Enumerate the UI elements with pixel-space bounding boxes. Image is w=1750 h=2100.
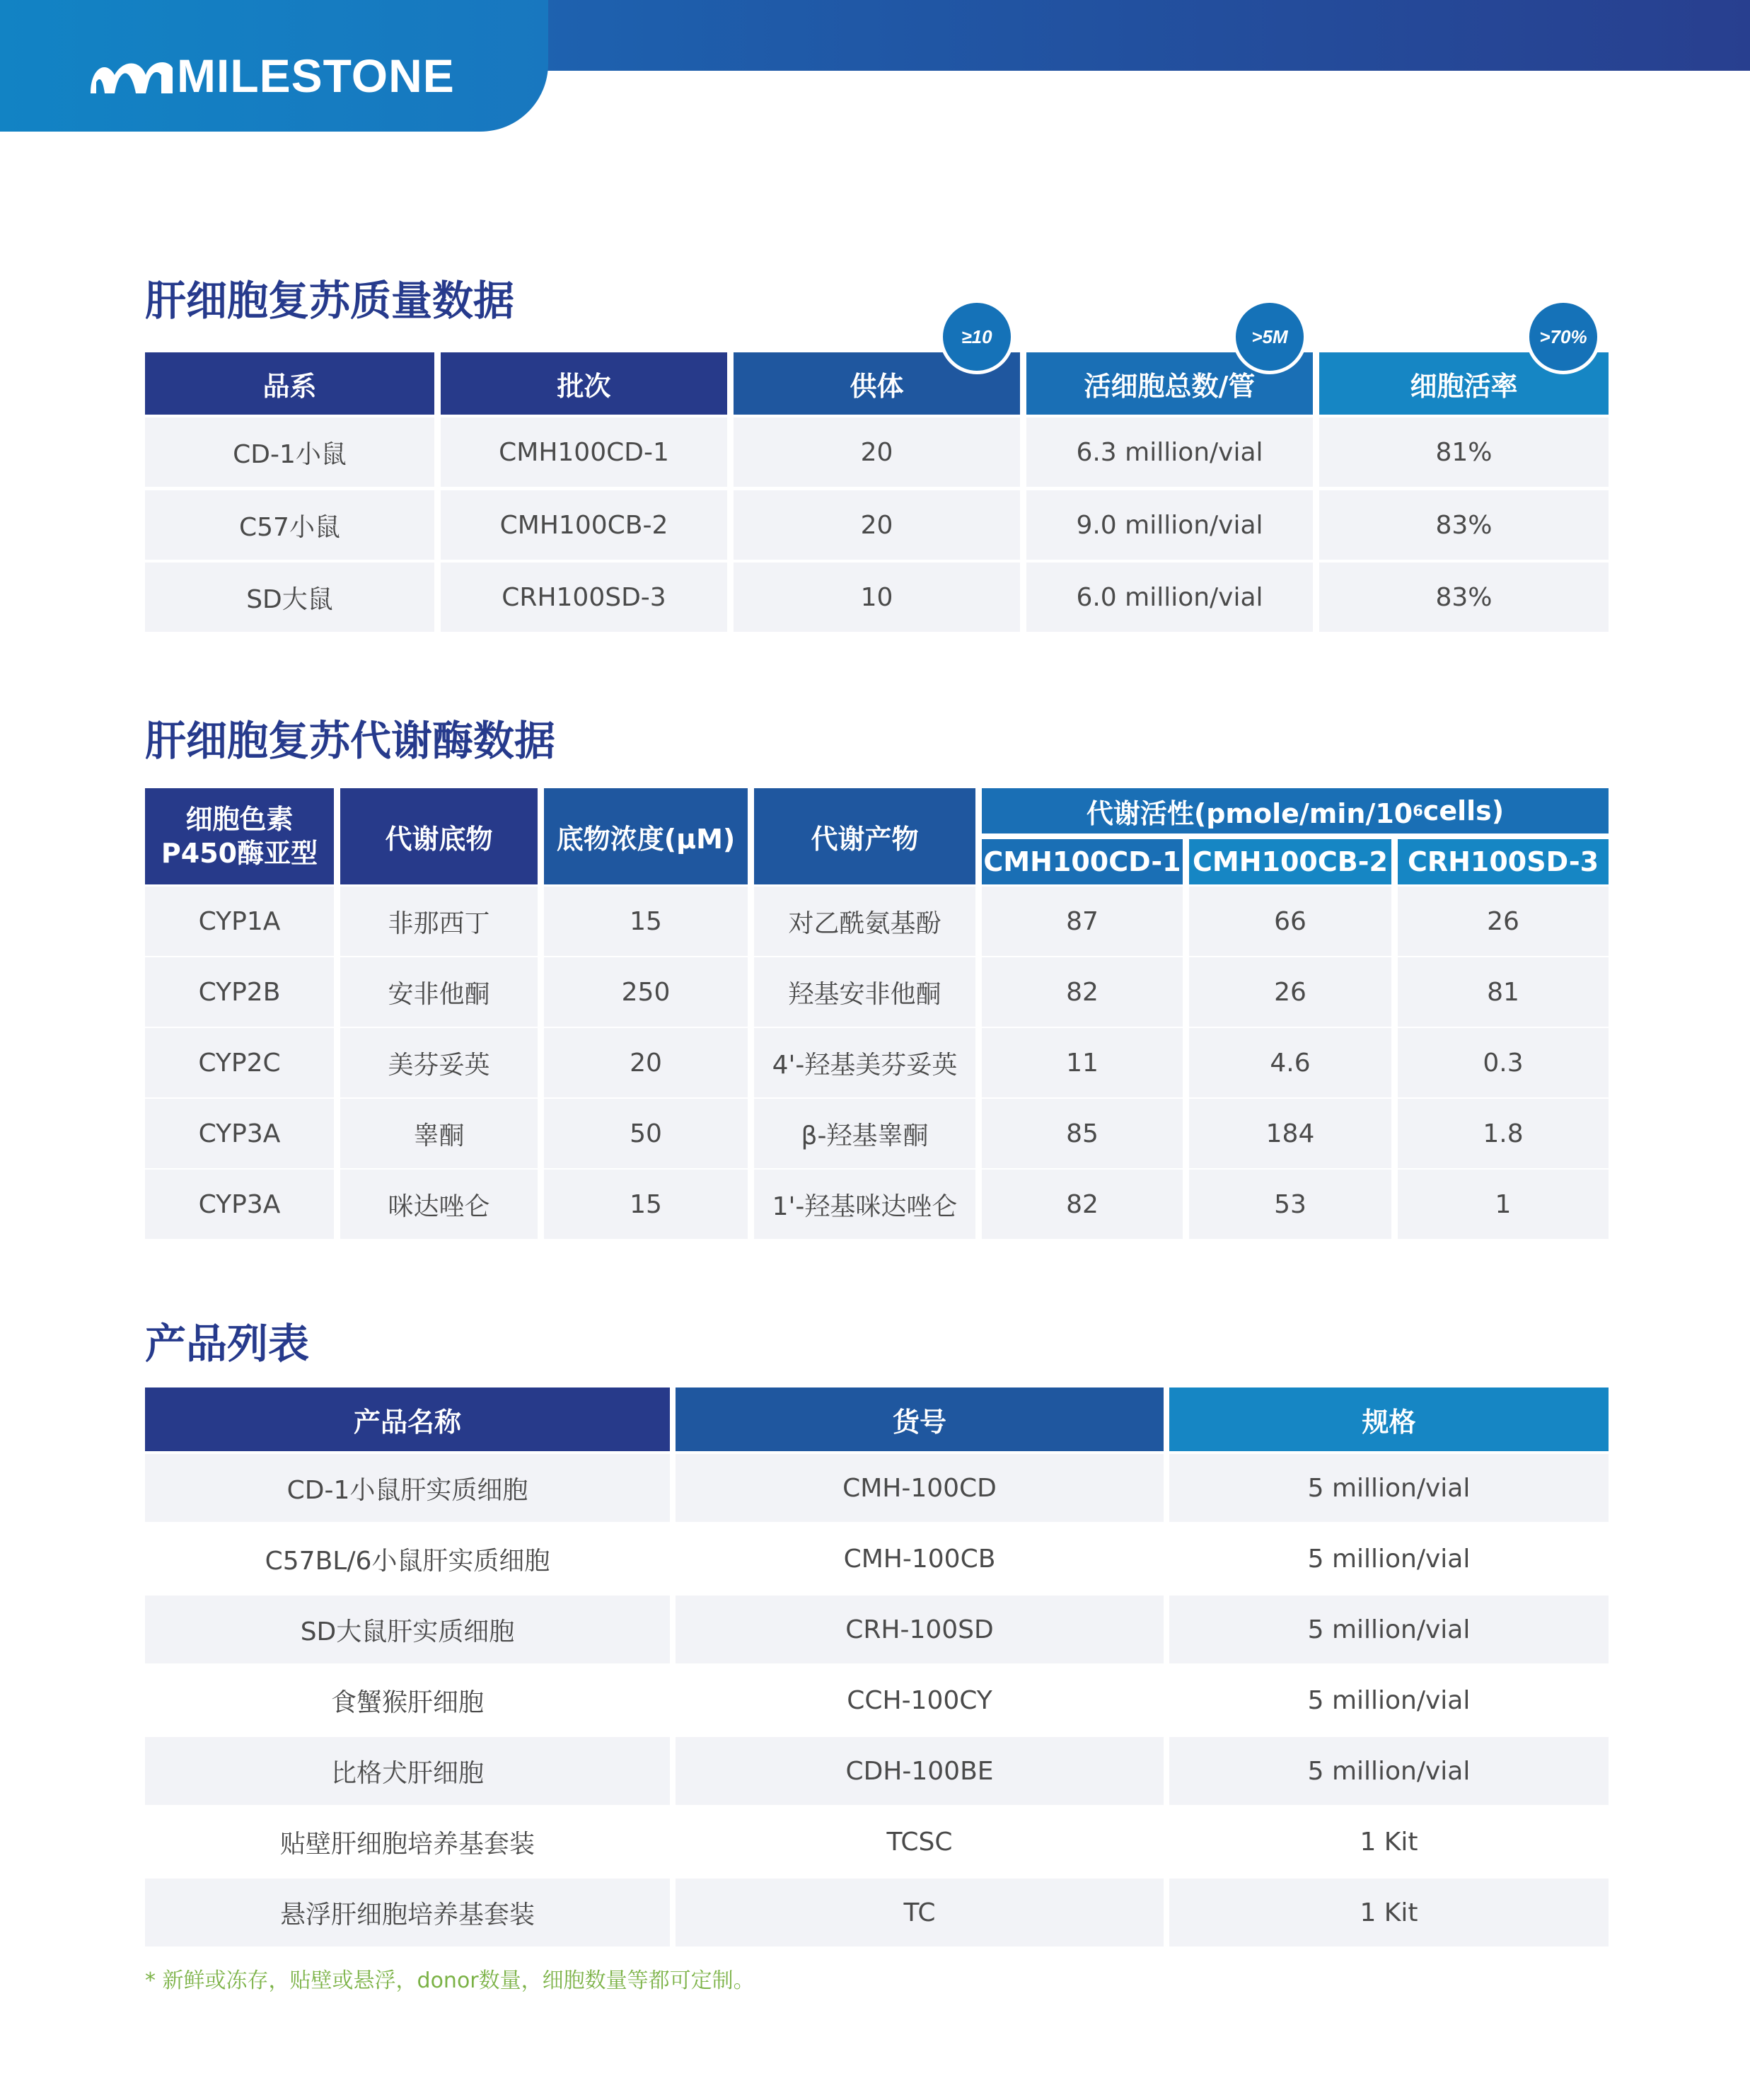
quality-header-0: 品系	[145, 352, 434, 415]
product-cell: 5 million/vial	[1169, 1596, 1609, 1663]
product-cell: 1 Kit	[1169, 1879, 1609, 1946]
quality-cell: CRH100SD-3	[441, 562, 727, 632]
product-cell: CDH-100BE	[676, 1737, 1164, 1805]
quality-cell: SD大鼠	[145, 562, 434, 632]
header-activity-suffix: cells)	[1422, 795, 1505, 826]
product-header-0: 产品名称	[145, 1388, 670, 1451]
brand-logo	[86, 50, 455, 102]
product-cell: CRH-100SD	[676, 1596, 1164, 1663]
product-cell: 悬浮肝细胞培养基套装	[145, 1879, 670, 1946]
enzyme-cell: 美芬妥英	[340, 1028, 538, 1097]
enzyme-cell: 15	[544, 887, 748, 956]
quality-header-4: 细胞活率	[1319, 352, 1609, 415]
threshold-badge-2: >70%	[1526, 299, 1601, 374]
milestone-logo-icon	[86, 54, 177, 98]
quality-cell: 6.3 million/vial	[1026, 417, 1313, 487]
enzyme-cell: 4'-羟基美芬妥英	[754, 1028, 975, 1097]
header-activity: 代谢活性(pmole/min/10 6 cells)	[982, 788, 1609, 833]
quality-cell: 83%	[1319, 490, 1609, 560]
enzyme-cell: 1.8	[1398, 1099, 1609, 1168]
header-enzyme-line2: P450酶亚型	[161, 838, 318, 869]
section-title-quality: 肝细胞复苏质量数据	[145, 277, 515, 325]
enzyme-cell: 咪达唑仑	[340, 1170, 538, 1239]
quality-cell: CMH100CB-2	[441, 490, 727, 560]
product-cell: CD-1小鼠肝实质细胞	[145, 1454, 670, 1522]
enzyme-cell: 20	[544, 1028, 748, 1097]
enzyme-cell: 50	[544, 1099, 748, 1168]
header-concentration: 底物浓度(μM)	[544, 788, 748, 884]
product-header-2: 规格	[1169, 1388, 1609, 1451]
logo-tab	[0, 0, 548, 132]
enzyme-cell: 0.3	[1398, 1028, 1609, 1097]
product-cell: C57BL/6小鼠肝实质细胞	[145, 1525, 670, 1593]
quality-cell: 83%	[1319, 562, 1609, 632]
threshold-badge-1: >5M	[1232, 299, 1307, 374]
product-cell: 贴壁肝细胞培养基套装	[145, 1808, 670, 1876]
quality-cell: 10	[734, 562, 1020, 632]
footnote: * 新鲜或冻存，贴壁或悬浮，donor数量，细胞数量等都可定制。	[145, 1968, 755, 1993]
header-product: 代谢产物	[754, 788, 975, 884]
enzyme-cell: 53	[1189, 1170, 1391, 1239]
enzyme-cell: 4.6	[1189, 1028, 1391, 1097]
quality-header-2: 供体	[734, 352, 1020, 415]
header-enzyme-line1: 细胞色素	[185, 804, 294, 835]
enzyme-cell: 对乙酰氨基酚	[754, 887, 975, 956]
enzyme-cell: 85	[982, 1099, 1183, 1168]
product-cell: CMH-100CD	[676, 1454, 1164, 1522]
enzyme-cell: CYP1A	[145, 887, 334, 956]
product-cell: 食蟹猴肝细胞	[145, 1666, 670, 1734]
enzyme-cell: 82	[982, 957, 1183, 1027]
section-title-products: 产品列表	[145, 1320, 310, 1368]
enzyme-cell: 250	[544, 957, 748, 1027]
quality-cell: 81%	[1319, 417, 1609, 487]
product-cell: 5 million/vial	[1169, 1666, 1609, 1734]
product-cell: TCSC	[676, 1808, 1164, 1876]
enzyme-cell: CYP2B	[145, 957, 334, 1027]
enzyme-cell: CYP3A	[145, 1170, 334, 1239]
enzyme-cell: 羟基安非他酮	[754, 957, 975, 1027]
enzyme-cell: 184	[1189, 1099, 1391, 1168]
header-enzyme-type	[145, 788, 334, 884]
quality-cell: 6.0 million/vial	[1026, 562, 1313, 632]
product-cell: CMH-100CB	[676, 1525, 1164, 1593]
product-cell: SD大鼠肝实质细胞	[145, 1596, 670, 1663]
product-cell: 比格犬肝细胞	[145, 1737, 670, 1805]
enzyme-cell: 安非他酮	[340, 957, 538, 1027]
quality-cell: 9.0 million/vial	[1026, 490, 1313, 560]
enzyme-cell: 1'-羟基咪达唑仑	[754, 1170, 975, 1239]
enzyme-cell: CYP3A	[145, 1099, 334, 1168]
header-batch-3: CRH100SD-3	[1398, 839, 1609, 884]
product-cell: 1 Kit	[1169, 1808, 1609, 1876]
enzyme-cell: 82	[982, 1170, 1183, 1239]
quality-cell: 20	[734, 417, 1020, 487]
section-title-enzyme: 肝细胞复苏代谢酶数据	[145, 717, 556, 765]
product-cell: 5 million/vial	[1169, 1454, 1609, 1522]
product-cell: TC	[676, 1879, 1164, 1946]
product-header-1: 货号	[676, 1388, 1164, 1451]
enzyme-cell: 非那西丁	[340, 887, 538, 956]
enzyme-cell: 26	[1398, 887, 1609, 956]
enzyme-cell: 87	[982, 887, 1183, 956]
enzyme-cell: 11	[982, 1028, 1183, 1097]
quality-header-1: 批次	[441, 352, 727, 415]
threshold-badge-0: ≥10	[939, 299, 1014, 374]
enzyme-cell: 66	[1189, 887, 1391, 956]
enzyme-cell: 睾酮	[340, 1099, 538, 1168]
enzyme-cell: 1	[1398, 1170, 1609, 1239]
product-cell: 5 million/vial	[1169, 1737, 1609, 1805]
quality-cell: C57小鼠	[145, 490, 434, 560]
enzyme-cell: 26	[1189, 957, 1391, 1027]
brand-logo-text: MILESTONE	[177, 50, 455, 102]
quality-header-3: 活细胞总数/管	[1026, 352, 1313, 415]
enzyme-cell: CYP2C	[145, 1028, 334, 1097]
product-cell: 5 million/vial	[1169, 1525, 1609, 1593]
header-batch-2: CMH100CB-2	[1189, 839, 1391, 884]
enzyme-cell: β-羟基睾酮	[754, 1099, 975, 1168]
enzyme-cell: 15	[544, 1170, 748, 1239]
product-cell: CCH-100CY	[676, 1666, 1164, 1734]
header-batch-1: CMH100CD-1	[982, 839, 1183, 884]
header-substrate: 代谢底物	[340, 788, 538, 884]
quality-cell: CMH100CD-1	[441, 417, 727, 487]
enzyme-cell: 81	[1398, 957, 1609, 1027]
header-activity-prefix: 代谢活性(pmole/min/10	[1086, 797, 1413, 829]
quality-cell: 20	[734, 490, 1020, 560]
quality-cell: CD-1小鼠	[145, 417, 434, 487]
